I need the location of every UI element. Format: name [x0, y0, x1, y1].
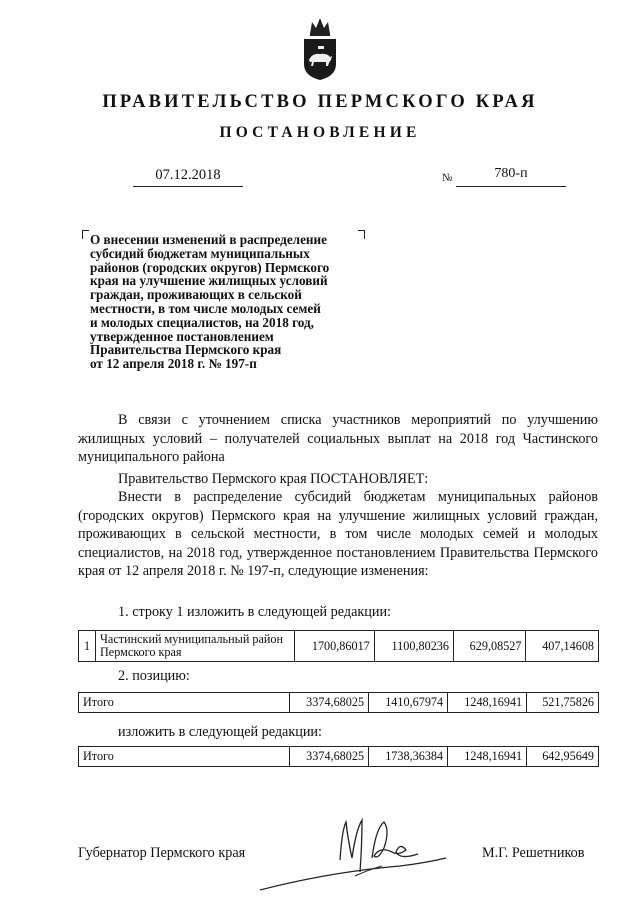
table-total-new — [78, 746, 599, 767]
subject-line: субсидий бюджетам муниципальных — [90, 245, 310, 261]
table-row-1 — [78, 630, 599, 662]
row-name: Частинский муниципальный район Пермского края — [96, 631, 295, 662]
subject-line: Правительства Пермского края — [90, 342, 282, 358]
number-label: № — [442, 172, 453, 184]
document-type: ПОСТАНОВЛЕНИЕ — [219, 124, 421, 141]
document-subject — [90, 233, 380, 371]
row-value-2: 1100,80236 — [374, 631, 453, 662]
subject-line: края на улучшение жилищных условий — [90, 273, 328, 289]
subject-line: местности, в том числе молодых семей — [90, 300, 321, 316]
total-value-1: 3374,68025 — [290, 693, 369, 713]
row-value-3: 629,08527 — [453, 631, 525, 662]
total-value-2: 1738,36384 — [369, 747, 448, 767]
signatory-position: Губернатор Пермского края — [78, 845, 246, 861]
total-label: Итого — [79, 747, 290, 767]
subject-line: граждан, проживающих в сельской — [90, 287, 302, 303]
signatory-name: М.Г. Решетников — [482, 845, 585, 861]
subject-line: О внесении изменений в распределение — [90, 232, 327, 247]
resolves-paragraph: Правительство Пермского края ПОСТАНОВЛЯЕТ: — [118, 471, 429, 487]
subject-line: от 12 апреля 2018 г. № 197-п — [90, 356, 257, 372]
item-1-text: 1. строку 1 изложить в следующей редакции: — [118, 604, 391, 620]
handwritten-signature — [250, 800, 450, 895]
document-date: 07.12.2018 — [155, 167, 221, 183]
item-3-text: изложить в следующей редакции: — [118, 724, 322, 740]
item-2-text: 2. позицию: — [118, 668, 190, 684]
total-value-2: 1410,67974 — [369, 693, 448, 713]
subject-line: и молодых специалистов, на 2018 год, — [90, 314, 314, 330]
document-number: 780-п — [494, 166, 528, 181]
total-value-4: 642,95649 — [527, 747, 599, 767]
total-value-3: 1248,16941 — [448, 693, 527, 713]
subject-line: районов (городских округов) Пермского — [90, 259, 330, 275]
row-value-1: 1700,86017 — [295, 631, 375, 662]
coat-of-arms-icon — [300, 12, 340, 82]
total-value-3: 1248,16941 — [448, 747, 527, 767]
table-total-old — [78, 692, 599, 713]
subject-line: утвержденное постановлением — [90, 328, 274, 344]
amendment-paragraph: Внести в распределение субсидий бюджетам муниципальных районов (городских округов) Пермского края на улучшение жилищных условий граждан, проживающих в сельской местности, в том числе молодых семей и молодых специалистов, на 2018 год, утвержденное постановлением Правительства Пермского края от 12 апреля 2018 г. № 197-п, следующие изменения: — [78, 489, 598, 579]
subject-bracket-left — [82, 230, 89, 239]
total-value-1: 3374,68025 — [290, 747, 369, 767]
row-index: 1 — [79, 631, 96, 662]
preamble-paragraph: В связи с уточнением списка участников мероприятий по улучшению жилищных условий – получателей социальных выплат на 2018 год Частинского муниципального района — [78, 412, 598, 465]
row-value-4: 407,14608 — [526, 631, 599, 662]
total-value-4: 521,75826 — [527, 693, 599, 713]
total-label: Итого — [79, 693, 290, 713]
government-title: ПРАВИТЕЛЬСТВО ПЕРМСКОГО КРАЯ — [102, 92, 538, 112]
